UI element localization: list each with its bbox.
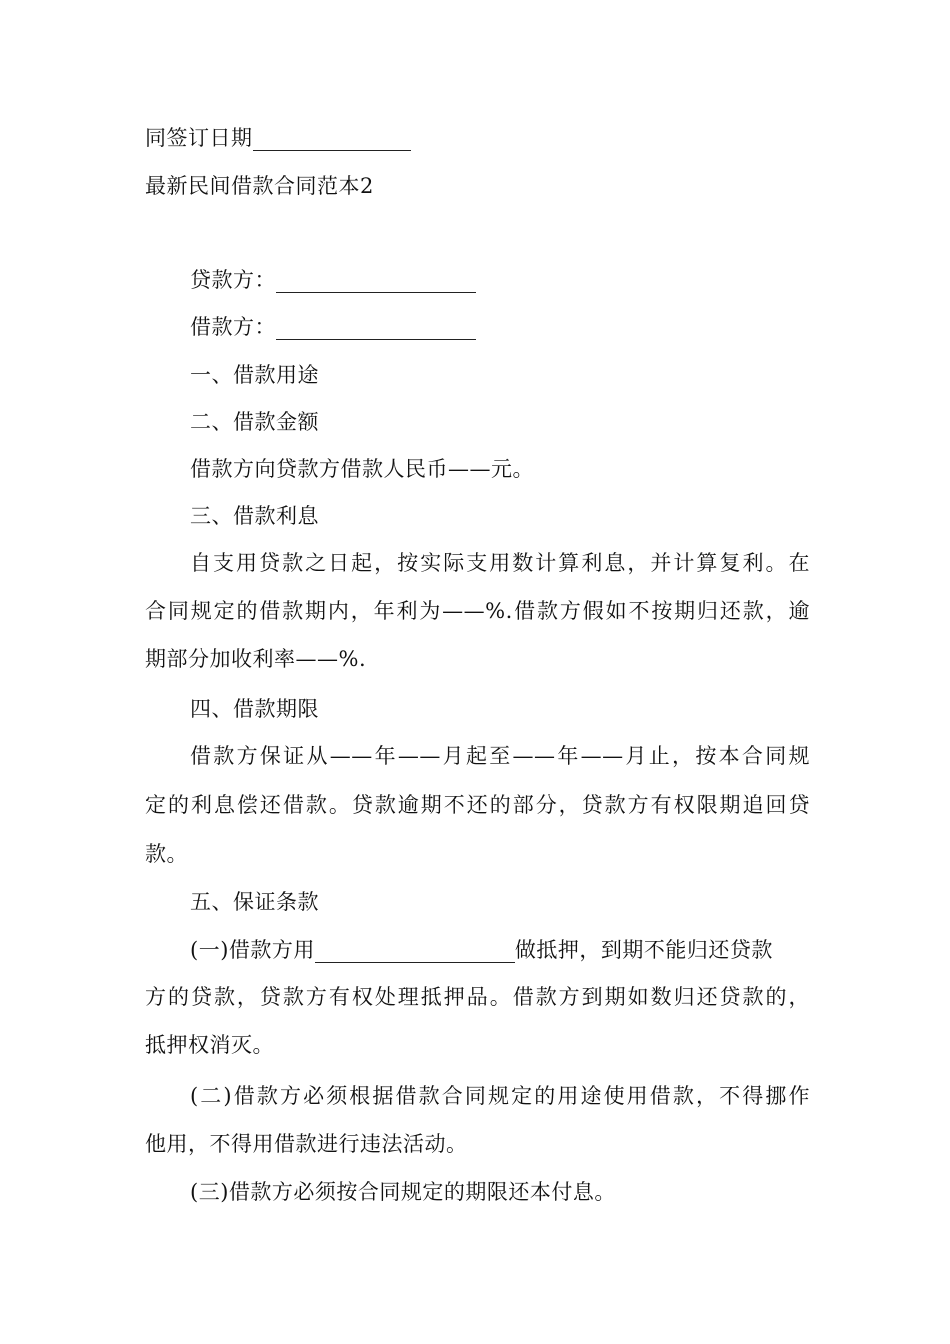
- clause1-suffix: 做抵押，到期不能归还贷款: [514, 938, 773, 962]
- lender-line: [190, 256, 810, 304]
- lender-label: 贷款方：: [190, 268, 276, 292]
- lender-blank: [276, 264, 476, 293]
- document-heading: 最新民间借款合同范本2: [145, 174, 374, 198]
- clause1-first-line: [190, 926, 810, 974]
- clause3-text: (三)借款方必须按合同规定的期限还本付息。: [190, 1180, 616, 1204]
- clause1-line: 方的贷款，贷款方有权处理抵押品。借款方到期如数归还贷款的，: [145, 985, 810, 1009]
- section3-line: 自支用贷款之日起，按实际支用数计算利息，并计算复利。在: [190, 551, 810, 575]
- borrower-blank: [276, 311, 476, 340]
- section2-title: 二、借款金额: [190, 410, 319, 434]
- section3-line: 合同规定的借款期内，年利为——%.借款方假如不按期归还款，逾: [145, 599, 810, 623]
- borrower-label: 借款方：: [190, 315, 276, 339]
- section4-line: 借款方保证从——年——月起至——年——月止，按本合同规: [190, 744, 810, 768]
- signing-date-blank: [253, 122, 411, 151]
- section3-title: 三、借款利息: [190, 504, 319, 528]
- clause1-line: 抵押权消灭。: [145, 1033, 274, 1057]
- clause2-line: (二)借款方必须根据借款合同规定的用途使用借款，不得挪作: [190, 1084, 810, 1108]
- section4-line: 定的利息偿还借款。贷款逾期不还的部分，贷款方有权限期追回贷: [145, 793, 810, 817]
- section4-line: 款。: [145, 842, 188, 866]
- section3-line: 期部分加收利率——%.: [145, 647, 367, 671]
- signing-date-line: [145, 114, 810, 162]
- clause1-prefix: (一)借款方用: [190, 938, 315, 962]
- section2-text: 借款方向贷款方借款人民币——元。: [190, 457, 534, 481]
- section5-title: 五、保证条款: [190, 890, 319, 914]
- borrower-line: [190, 303, 810, 351]
- section1-title: 一、借款用途: [190, 363, 319, 387]
- signing-date-label: 同签订日期: [145, 126, 253, 150]
- collateral-blank: [315, 934, 515, 963]
- section4-title: 四、借款期限: [190, 697, 319, 721]
- clause2-line: 他用，不得用借款进行违法活动。: [145, 1132, 468, 1156]
